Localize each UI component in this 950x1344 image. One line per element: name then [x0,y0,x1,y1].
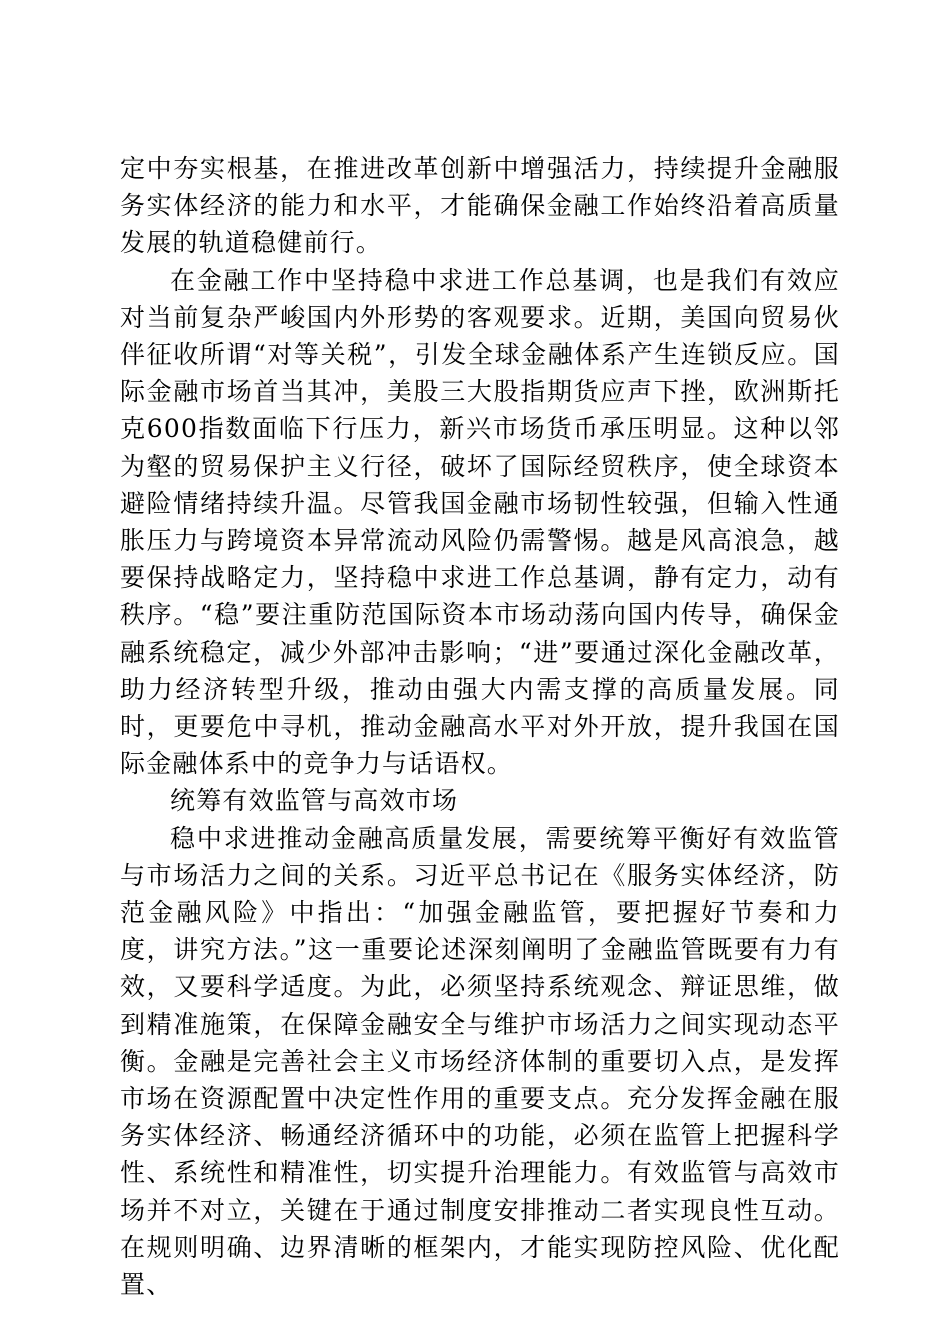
document-body [120,150,840,1303]
paragraph-continuation: 定中夯实根基，在推进改革创新中增强活力，持续提升金融服务实体经济的能力和水平，才能确保金融工作始终沿着高质量发展的轨道稳健前行。 [120,154,840,258]
section-heading: 统筹有效监管与高效市场 [170,786,459,816]
paragraph-regulation-market: 稳中求进推动金融高质量发展，需要统筹平衡好有效监管与市场活力之间的关系。习近平总书记在《服务实体经济，防范金融风险》中指出：“加强金融监管，要把握好节奏和力度，讲究方法。”这一重要论述深刻阐明了金融监管既要有力有效，又要科学适度。为此，必须坚持系统观念、辩证思维，做到精准施策，在保障金融安全与维护市场活力之间实现动态平衡。金融是完善社会主义市场经济体制的重要切入点，是发挥市场在资源配置中决定性作用的重要支点。充分发挥金融在服务实体经济、畅通经济循环中的功能，必须在监管上把握科学性、系统性和精准性，切实提升治理能力。有效监管与高效市场并不对立，关键在于通过制度安排推动二者实现良性互动。在规则明确、边界清晰的框架内，才能实现防控风险、优化配置、 [120,823,840,1300]
paragraph-external-situation: 在金融工作中坚持稳中求进工作总基调，也是我们有效应对当前复杂严峻国内外形势的客观要求。近期，美国向贸易伙伴征收所谓“对等关税”，引发全球金融体系产生连锁反应。国际金融市场首当其冲，美股三大股指期货应声下挫，欧洲斯托克600指数面临下行压力，新兴市场货币承压明显。这种以邻为壑的贸易保护主义行径，破坏了国际经贸秩序，使全球资本避险情绪持续升温。尽管我国金融市场韧性较强，但输入性通胀压力与跨境资本异常流动风险仍需警惕。越是风高浪急，越要保持战略定力，坚持稳中求进工作总基调，静有定力，动有秩序。“稳”要注重防范国际资本市场动荡向国内传导，确保金融系统稳定，减少外部冲击影响；“进”要通过深化金融改革，助力经济转型升级，推动由强大内需支撑的高质量发展。同时，更要危中寻机，推动金融高水平对外开放，提升我国在国际金融体系中的竞争力与话语权。 [120,265,840,779]
